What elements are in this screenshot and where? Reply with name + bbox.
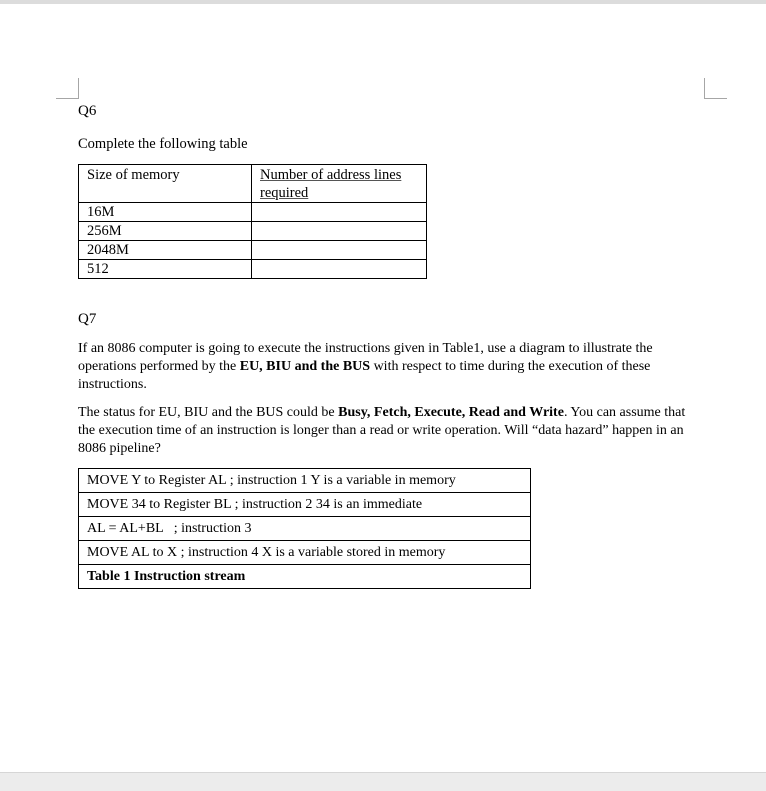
table-header-row [79, 165, 427, 203]
q7-p1-bold: EU, BIU and the BUS [239, 359, 371, 374]
header-address-lines [252, 165, 427, 203]
table-row [79, 469, 531, 493]
instruction-cell: AL = AL+BL ; instruction 3 [79, 517, 531, 541]
q7-p2-bold: Busy, Fetch, Execute, Read and Write [338, 405, 564, 420]
q7-paragraph-2 [78, 404, 696, 458]
q7-p1-text: If an 8086 computer is going to execute the instructions given in Table1, use a diagram to illustrate the operations performed by the [78, 341, 653, 374]
q7-heading: Q7 [78, 311, 97, 327]
instruction-cell: MOVE 34 to Register BL ; instruction 2 34 is an immediate [79, 493, 531, 517]
instruction-table [78, 468, 531, 589]
q6-prompt: Complete the following table [78, 136, 248, 152]
table-row [79, 203, 427, 222]
document-page[interactable] [0, 4, 766, 772]
table-caption: Table 1 Instruction stream [79, 565, 531, 589]
memory-size-cell: 256M [79, 222, 252, 241]
address-lines-cell[interactable] [252, 222, 427, 241]
table-row [79, 517, 531, 541]
memory-size-cell: 512 [79, 260, 252, 279]
bottom-border [0, 772, 766, 791]
table-row [79, 493, 531, 517]
table-row [79, 241, 427, 260]
address-lines-cell[interactable] [252, 203, 427, 222]
q7-p2-text: The status for EU, BIU and the BUS could be [78, 405, 339, 420]
q7-p1-text-end: with respect to time during the execution of these instructions. [78, 359, 651, 392]
table-row [79, 222, 427, 241]
table-row [79, 260, 427, 279]
address-lines-cell[interactable] [252, 260, 427, 279]
table-row [79, 565, 531, 589]
header-size-of-memory: Size of memory [79, 165, 252, 203]
instruction-cell: MOVE AL to X ; instruction 4 X is a variable stored in memory [79, 541, 531, 565]
instruction-cell: MOVE Y to Register AL ; instruction 1 Y is a variable in memory [79, 469, 531, 493]
memory-table [78, 164, 427, 279]
margin-corner-top-right [704, 78, 727, 99]
table-row [79, 541, 531, 565]
memory-size-cell: 16M [79, 203, 252, 222]
q7-paragraph-1 [78, 340, 696, 394]
q6-heading: Q6 [78, 103, 97, 119]
address-lines-cell[interactable] [252, 241, 427, 260]
margin-corner-top-left [56, 78, 79, 99]
header-address-lines-text: Number of address lines required [260, 167, 402, 201]
q7-p2-text-end: . You can assume that the execution time of an instruction is longer than a read or write operation. Will “data hazard” happen in an 8086 pipeline? [78, 405, 686, 456]
memory-size-cell: 2048M [79, 241, 252, 260]
